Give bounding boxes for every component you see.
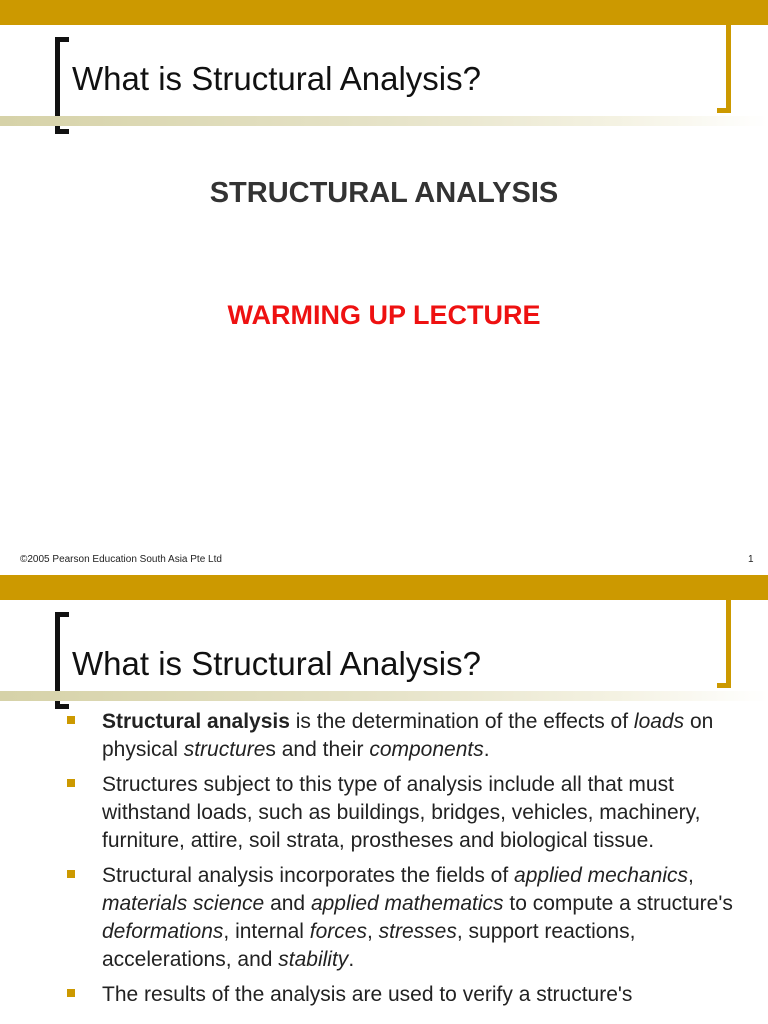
bullet-text-segment: to compute a structure's [503,892,733,915]
bullet-text-segment: Structural analysis incorporates the fields of [102,864,515,887]
bullet-text-segment: stresses [378,920,457,943]
bullet-text-segment: applied mechanics [514,864,688,887]
bullet-text [102,773,700,852]
bullet-text-segment: . [483,738,490,761]
bullet-text-segment: applied mathematics [310,892,504,915]
top-accent-bar [0,0,768,25]
bullet-text-segment: , support reactions, accelerations, and [102,920,636,971]
right-bracket-decoration [717,25,731,113]
bullet-text [102,983,632,1006]
bullet-text-segment: , [366,920,379,943]
bullet-text-segment: deformations [102,920,224,943]
title-underline-bar [0,691,768,701]
bullet-item [63,771,743,855]
slide-title: What is Structural Analysis? [72,645,481,682]
bullet-text-segment: on physical [102,710,714,761]
bullet-text [102,864,733,971]
bullet-text-segment: components [369,738,484,761]
bullet-text-segment: loads [633,710,685,733]
copyright-footer: ©2005 Pearson Education South Asia Pte Ltd [20,554,222,565]
bullet-text-segment: forces [309,920,367,943]
page-number: 1 [748,554,754,565]
bullet-text-segment: The results of the analysis are used to verify a structure's [102,983,633,1006]
bullet-text-segment: . [348,948,355,971]
bullet-item [63,981,743,1009]
bullet-text-segment: , internal [223,920,310,943]
top-accent-bar [0,575,768,600]
bullet-item [63,862,743,974]
bullet-text-segment: Structures subject to this type of analysis include all that must withstand loads, such as buildings, bridges, vehicles, machinery, furniture, attire, soil strata, prostheses and biological tissue. [102,773,701,852]
bullet-list [63,708,743,1016]
bullet-text-segment: and [264,892,311,915]
slide-title: What is Structural Analysis? [72,60,481,97]
bullet-text-segment: structure [183,738,266,761]
bullet-square-icon [67,870,75,878]
bullet-text-segment: stability [278,948,349,971]
bullet-item [63,708,743,764]
bullet-text-segment: Structural analysis [102,710,290,733]
slide-2 [0,575,768,1024]
slide-tagline: WARMING UP LECTURE [227,300,541,330]
title-underline-bar [0,116,768,126]
bullet-square-icon [67,989,75,997]
bullet-square-icon [67,779,75,787]
bullet-text-segment: s and their [265,738,370,761]
bullet-text-segment: is the determination of the effects of [289,710,634,733]
right-bracket-decoration [717,600,731,688]
bullet-square-icon [67,716,75,724]
bullet-text [102,710,713,761]
bullet-text-segment: , [687,864,694,887]
slide-subtitle: STRUCTURAL ANALYSIS [209,177,559,209]
bullet-text-segment: materials science [102,892,265,915]
